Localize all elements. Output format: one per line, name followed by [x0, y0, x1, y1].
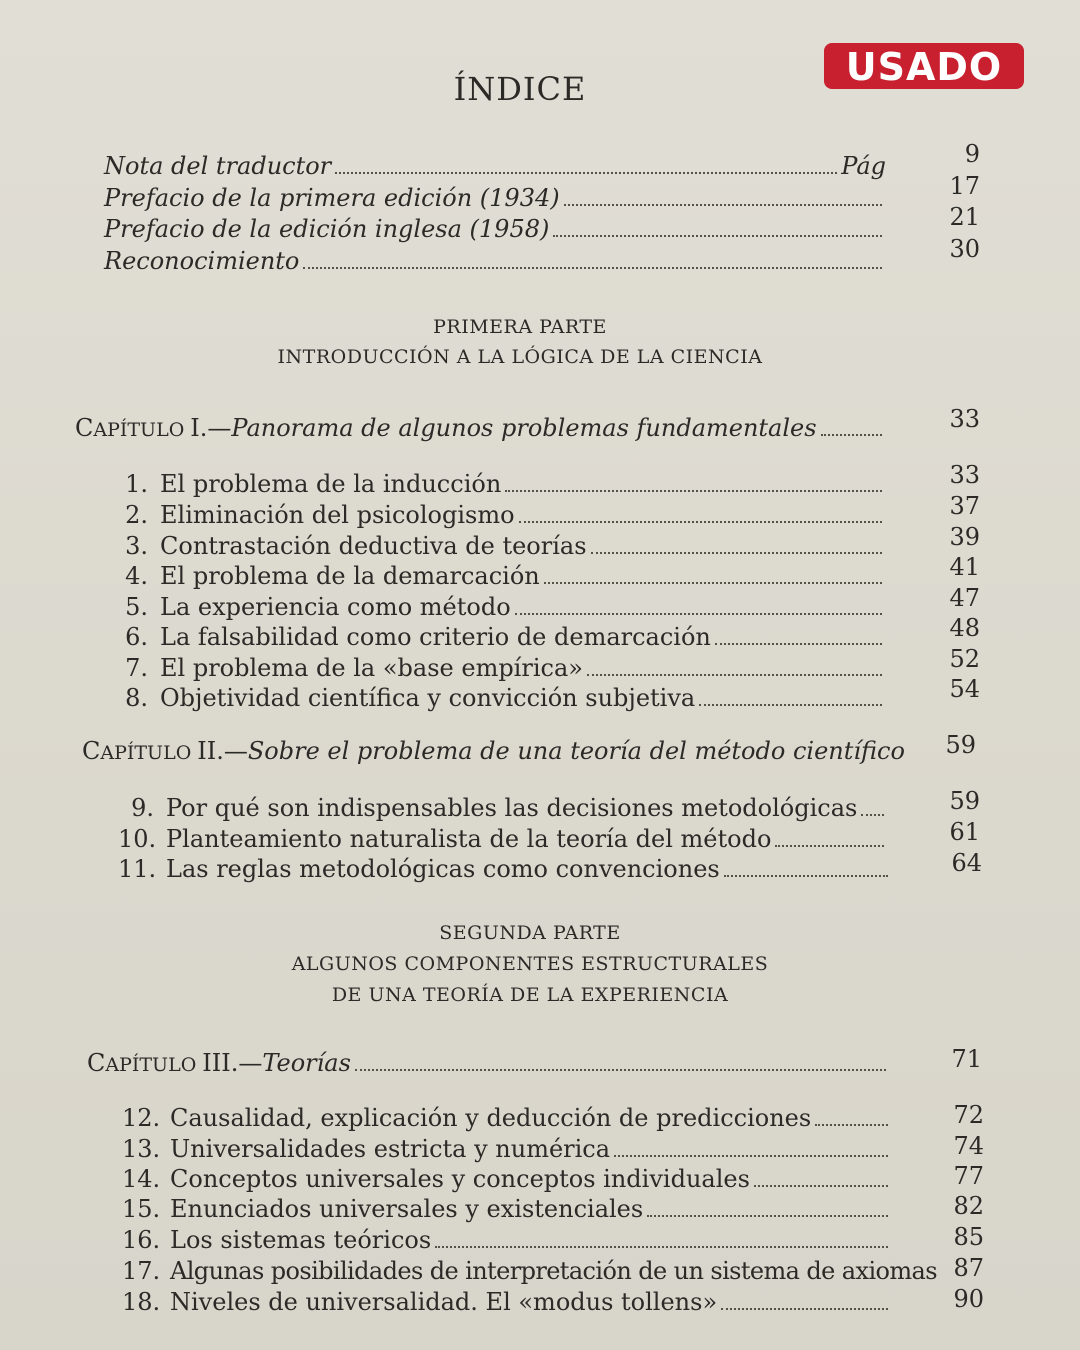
- toc-item-number: 12.: [122, 1104, 161, 1132]
- toc-item-row: [122, 1131, 892, 1163]
- toc-front-row: [104, 180, 886, 212]
- toc-front-row: [104, 243, 886, 275]
- toc-item-label: Por qué son indispensables las decisiones metodológicas: [166, 794, 858, 822]
- toc-item-page: 90: [953, 1285, 984, 1313]
- dot-leader: [335, 171, 837, 174]
- chapter-numeral: II.—: [197, 737, 248, 765]
- toc-item-label: Planteamiento naturalista de la teoría del método: [166, 825, 772, 853]
- toc-item-row: [122, 1100, 892, 1132]
- toc-item-number: 1.: [125, 470, 148, 498]
- dot-leader: [591, 551, 882, 554]
- dot-leader: [515, 612, 882, 615]
- toc-item-number: 16.: [122, 1226, 161, 1254]
- toc-item-page: 47: [949, 584, 980, 612]
- toc-item-label: Causalidad, explicación y deducción de predicciones: [170, 1104, 812, 1132]
- dot-leader: [355, 1068, 886, 1071]
- toc-item-label: Contrastación deductiva de teorías: [160, 532, 587, 560]
- chapter-label: [75, 414, 817, 442]
- dot-leader: [861, 813, 884, 816]
- chapter-label: [87, 1049, 351, 1077]
- toc-item-label: Enunciados universales y existenciales: [170, 1195, 644, 1223]
- chapter-cap-initial: C: [87, 1049, 106, 1077]
- toc-item-row: [118, 851, 892, 883]
- toc-item-label: El problema de la «base empírica»: [160, 654, 583, 682]
- part-heading: PRIMERA PARTE: [433, 316, 607, 338]
- toc-item-page: 61: [949, 818, 980, 846]
- dot-leader: [614, 1154, 888, 1157]
- toc-item-row: [118, 821, 888, 853]
- chapter-cap-rest: APÍTULO: [93, 419, 185, 441]
- toc-item-number: 6.: [125, 623, 148, 651]
- page-title: ÍNDICE: [453, 70, 587, 108]
- toc-item-page: 33: [949, 461, 980, 489]
- toc-item-label: El problema de la demarcación: [160, 562, 540, 590]
- toc-item-page: 74: [953, 1132, 984, 1160]
- toc-item-page: 39: [949, 523, 980, 551]
- toc-item-number: 2.: [125, 501, 148, 529]
- toc-item-row: [118, 680, 886, 712]
- dot-leader: [754, 1184, 888, 1187]
- toc-item-page: 82: [953, 1192, 984, 1220]
- toc-item-page: 72: [953, 1101, 984, 1129]
- toc-item-number: 7.: [125, 654, 148, 682]
- chapter-cap-initial: C: [75, 414, 94, 442]
- dot-leader: [519, 520, 882, 523]
- toc-item-number: 3.: [125, 532, 148, 560]
- toc-item-row: [118, 497, 886, 529]
- dot-leader: [553, 234, 882, 237]
- chapter-page: 59: [945, 731, 976, 759]
- toc-item-row: [118, 466, 886, 498]
- chapter-title: Sobre el problema de una teoría del método científico: [247, 737, 905, 765]
- toc-item-number: 5.: [125, 593, 148, 621]
- toc-front-label: Nota del traductor: [104, 152, 332, 180]
- toc-item-row: [122, 1284, 892, 1316]
- toc-item-page: 48: [949, 614, 980, 642]
- toc-front-label: Reconocimiento: [104, 247, 300, 275]
- toc-item-page: 41: [949, 553, 980, 581]
- toc-item-row: [118, 650, 886, 682]
- toc-front-page: 21: [949, 203, 980, 231]
- toc-front-page: 9: [964, 140, 980, 168]
- chapter-cap-rest: APÍTULO: [100, 742, 192, 764]
- toc-item-label: Los sistemas teóricos: [170, 1226, 432, 1254]
- part-subheading: INTRODUCCIÓN A LA LÓGICA DE LA CIENCIA: [277, 346, 763, 368]
- toc-item-row: [122, 1161, 892, 1193]
- chapter-page: 71: [951, 1045, 982, 1073]
- part-heading: SEGUNDA PARTE: [439, 922, 621, 944]
- toc-item-number: 11.: [118, 855, 157, 883]
- toc-front-label: Prefacio de la edición inglesa (1958): [104, 215, 550, 243]
- used-badge: USADO: [824, 43, 1024, 89]
- chapter-numeral: III.—: [202, 1049, 263, 1077]
- toc-item-label: Objetividad científica y convicción subjetiva: [160, 684, 696, 712]
- chapter-title: Panorama de algunos problemas fundamentales: [231, 414, 817, 442]
- dot-leader: [721, 1307, 888, 1310]
- dot-leader: [647, 1214, 888, 1217]
- chapter-cap-initial: C: [82, 737, 101, 765]
- dot-leader: [505, 489, 882, 492]
- toc-item-page: 59: [949, 787, 980, 815]
- toc-item-row: [118, 589, 886, 621]
- toc-item-page: 37: [949, 492, 980, 520]
- toc-front-page: 30: [949, 235, 980, 263]
- dot-leader: [303, 266, 882, 269]
- toc-item-label: Eliminación del psicologismo: [160, 501, 515, 529]
- toc-front-page: 17: [949, 172, 980, 200]
- chapter-title: Teorías: [262, 1049, 351, 1077]
- toc-item-label: Niveles de universalidad. El «modus tollens»: [170, 1288, 718, 1316]
- toc-front-row: [104, 211, 886, 243]
- toc-item-label: Las reglas metodológicas como convenciones: [166, 855, 720, 883]
- part-subheading: ALGUNOS COMPONENTES ESTRUCTURALES: [291, 953, 769, 975]
- dot-leader: [587, 673, 882, 676]
- dot-leader: [435, 1245, 888, 1248]
- chapter-row: [75, 410, 886, 442]
- chapter-numeral: I.—: [190, 414, 232, 442]
- toc-item-number: 10.: [118, 825, 157, 853]
- toc-item-row: [122, 1222, 892, 1254]
- toc-item-number: 15.: [122, 1195, 161, 1223]
- toc-item-page: 54: [949, 675, 980, 703]
- toc-item-page: 85: [953, 1223, 984, 1251]
- toc-item-label: La falsabilidad como criterio de demarcación: [160, 623, 711, 651]
- toc-item-number: 14.: [122, 1165, 161, 1193]
- chapter-row: [87, 1045, 890, 1077]
- toc-item-row: [118, 619, 886, 651]
- chapter-page: 33: [949, 405, 980, 433]
- toc-item-number: 9.: [131, 794, 154, 822]
- toc-front-label: Prefacio de la primera edición (1934): [104, 184, 560, 212]
- toc-item-label: Universalidades estricta y numérica: [170, 1135, 611, 1163]
- dot-leader: [815, 1123, 888, 1126]
- toc-item-label: Conceptos universales y conceptos individuales: [170, 1165, 750, 1193]
- toc-item-number: 4.: [125, 562, 148, 590]
- toc-item-row: [118, 528, 886, 560]
- toc-item-row: [118, 790, 888, 822]
- toc-item-page: 87: [953, 1254, 984, 1282]
- toc-item-page: 77: [953, 1162, 984, 1190]
- chapter-row: [82, 733, 905, 765]
- toc-item-page: 52: [949, 645, 980, 673]
- pag-label: Pág: [841, 152, 886, 180]
- toc-item-row: [118, 558, 886, 590]
- toc-item-row: [122, 1253, 937, 1285]
- toc-item-number: 13.: [122, 1135, 161, 1163]
- chapter-label: [82, 737, 905, 765]
- part-subheading: DE UNA TEORÍA DE LA EXPERIENCIA: [331, 984, 729, 1006]
- toc-item-number: 8.: [125, 684, 148, 712]
- toc-item-row: [122, 1191, 892, 1223]
- dot-leader: [821, 433, 882, 436]
- toc-item-label: El problema de la inducción: [160, 470, 502, 498]
- chapter-cap-rest: APÍTULO: [105, 1054, 197, 1076]
- toc-item-number: 18.: [122, 1288, 161, 1316]
- dot-leader: [544, 581, 882, 584]
- dot-leader: [715, 642, 882, 645]
- dot-leader: [775, 844, 884, 847]
- dot-leader: [564, 203, 882, 206]
- toc-item-label: La experiencia como método: [160, 593, 511, 621]
- toc-item-page: 64: [951, 849, 982, 877]
- dot-leader: [724, 874, 888, 877]
- toc-front-row: [104, 148, 890, 180]
- dot-leader: [699, 703, 882, 706]
- toc-item-label: Algunas posibilidades de interpretación de un sistema de axiomas: [170, 1257, 937, 1285]
- toc-item-number: 17.: [122, 1257, 161, 1285]
